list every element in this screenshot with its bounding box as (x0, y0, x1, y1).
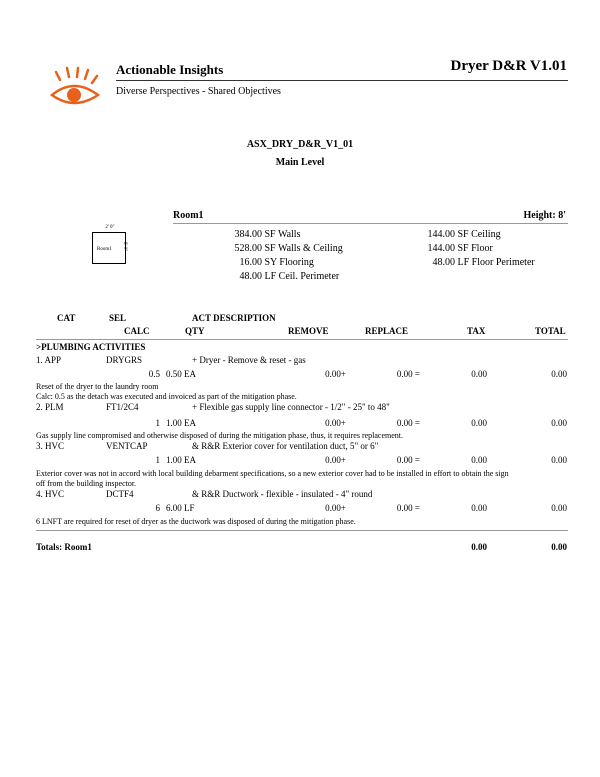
room-rule (173, 223, 568, 224)
item-selector: VENTCAP (106, 441, 148, 451)
totals-total: 0.00 (551, 542, 567, 552)
item-calc: 1 (155, 455, 160, 465)
item-qty: 1.00 EA (166, 455, 196, 465)
col-header-cat: CAT (57, 313, 76, 323)
totals-label: Totals: Room1 (36, 542, 92, 552)
item-note: Exterior cover was not in accord with local building debarment specifications, so a new exterior cover had to be installed in effort to obtain the sign (36, 469, 509, 478)
item-remove: 0.00+ (325, 418, 346, 428)
estimate-name: ASX_DRY_D&R_V1_01 (246, 139, 354, 150)
item-selector: DRYGRS (106, 355, 143, 365)
item-category: 4. HVC (36, 489, 65, 499)
room-sketch (90, 225, 132, 266)
item-qty: 6.00 LF (166, 503, 195, 513)
header-rule-table (36, 339, 568, 340)
col-header-act-desc: ACT DESCRIPTION (192, 313, 276, 323)
item-total: 0.00 (551, 503, 567, 513)
item-remove: 0.00+ (325, 369, 346, 379)
item-tax: 0.00 (471, 455, 487, 465)
item-total: 0.00 (551, 418, 567, 428)
sketch-side-label: 6' 0" (122, 241, 128, 252)
col-header-remove: REMOVE (288, 326, 329, 336)
room-height: Height: 8' (523, 210, 566, 221)
item-qty: 0.50 EA (166, 369, 196, 379)
sketch-room-label: Room1 (97, 247, 112, 252)
item-note: off from the building inspector. (36, 479, 137, 488)
item-remove: 0.00+ (325, 455, 346, 465)
item-calc: 6 (155, 503, 160, 513)
document-title: Dryer D&R V1.01 (450, 58, 567, 74)
room-name: Room1 (173, 210, 204, 221)
item-remove: 0.00+ (325, 503, 346, 513)
item-replace: 0.00 = (396, 369, 420, 379)
level-name: Main Level (275, 157, 325, 168)
measurement-row: 384.00 SF Walls (234, 229, 301, 240)
item-note: Calc: 0.5 as the detach was executed and invoiced as part of the mitigation phase. (36, 392, 297, 401)
measurement-row: 48.00 LF Ceil. Perimeter (239, 271, 340, 282)
col-header-qty: QTY (185, 326, 205, 336)
measurement-row: 144.00 SF Floor (427, 243, 493, 254)
totals-tax: 0.00 (471, 542, 487, 552)
item-tax: 0.00 (471, 503, 487, 513)
col-header-tax: TAX (467, 326, 486, 336)
item-tax: 0.00 (471, 418, 487, 428)
item-description: + Flexible gas supply line connector - 1/2" - 25" to 48" (192, 402, 390, 412)
item-selector: FT1/2C4 (106, 402, 139, 412)
sketch-width-label: 2' 0" (105, 225, 115, 230)
item-note: Reset of the dryer to the laundry room (36, 382, 159, 391)
section-title: >PLUMBING ACTIVITIES (36, 342, 146, 352)
measurements-left (222, 229, 343, 285)
item-replace: 0.00 = (396, 418, 420, 428)
measurement-row: 528.00 SF Walls & Ceiling (234, 243, 343, 254)
item-qty: 1.00 EA (166, 418, 196, 428)
item-replace: 0.00 = (396, 455, 420, 465)
item-note: Gas supply line compromised and otherwise disposed of during the mitigation phase, thus, it requires replacement. (36, 431, 404, 440)
col-header-sel: SEL (109, 313, 127, 323)
item-description: + Dryer - Remove & reset - gas (192, 355, 306, 365)
measurement-row: 144.00 SF Ceiling (427, 229, 501, 240)
item-calc: 1 (155, 418, 160, 428)
item-category: 3. HVC (36, 441, 65, 451)
item-tax: 0.00 (471, 369, 487, 379)
header-rule (116, 80, 568, 81)
measurement-row: 48.00 LF Floor Perimeter (432, 257, 535, 268)
item-category: 1. APP (36, 355, 62, 365)
item-description: & R&R Exterior cover for ventilation duct, 5" or 6" (192, 441, 379, 451)
totals-rule (36, 530, 568, 531)
measurement-row: 16.00 SY Flooring (239, 257, 314, 268)
item-total: 0.00 (551, 455, 567, 465)
item-category: 2. PLM (36, 402, 64, 412)
col-header-total: TOTAL (535, 326, 566, 336)
item-selector: DCTF4 (106, 489, 134, 499)
item-replace: 0.00 = (396, 503, 420, 513)
col-header-replace: REPLACE (365, 326, 409, 336)
item-note: 6 LNFT are required for reset of dryer as the ductwork was disposed of during the mitigation phase. (36, 517, 356, 526)
eye-logo-icon (50, 66, 102, 112)
measurements-right (413, 229, 535, 271)
company-tagline: Diverse Perspectives - Shared Objectives (116, 86, 281, 97)
item-total: 0.00 (551, 369, 567, 379)
item-calc: 0.5 (148, 369, 160, 379)
col-header-calc: CALC (124, 326, 150, 336)
item-description: & R&R Ductwork - flexible - insulated - 4" round (192, 489, 373, 499)
company-name: Actionable Insights (116, 62, 224, 77)
